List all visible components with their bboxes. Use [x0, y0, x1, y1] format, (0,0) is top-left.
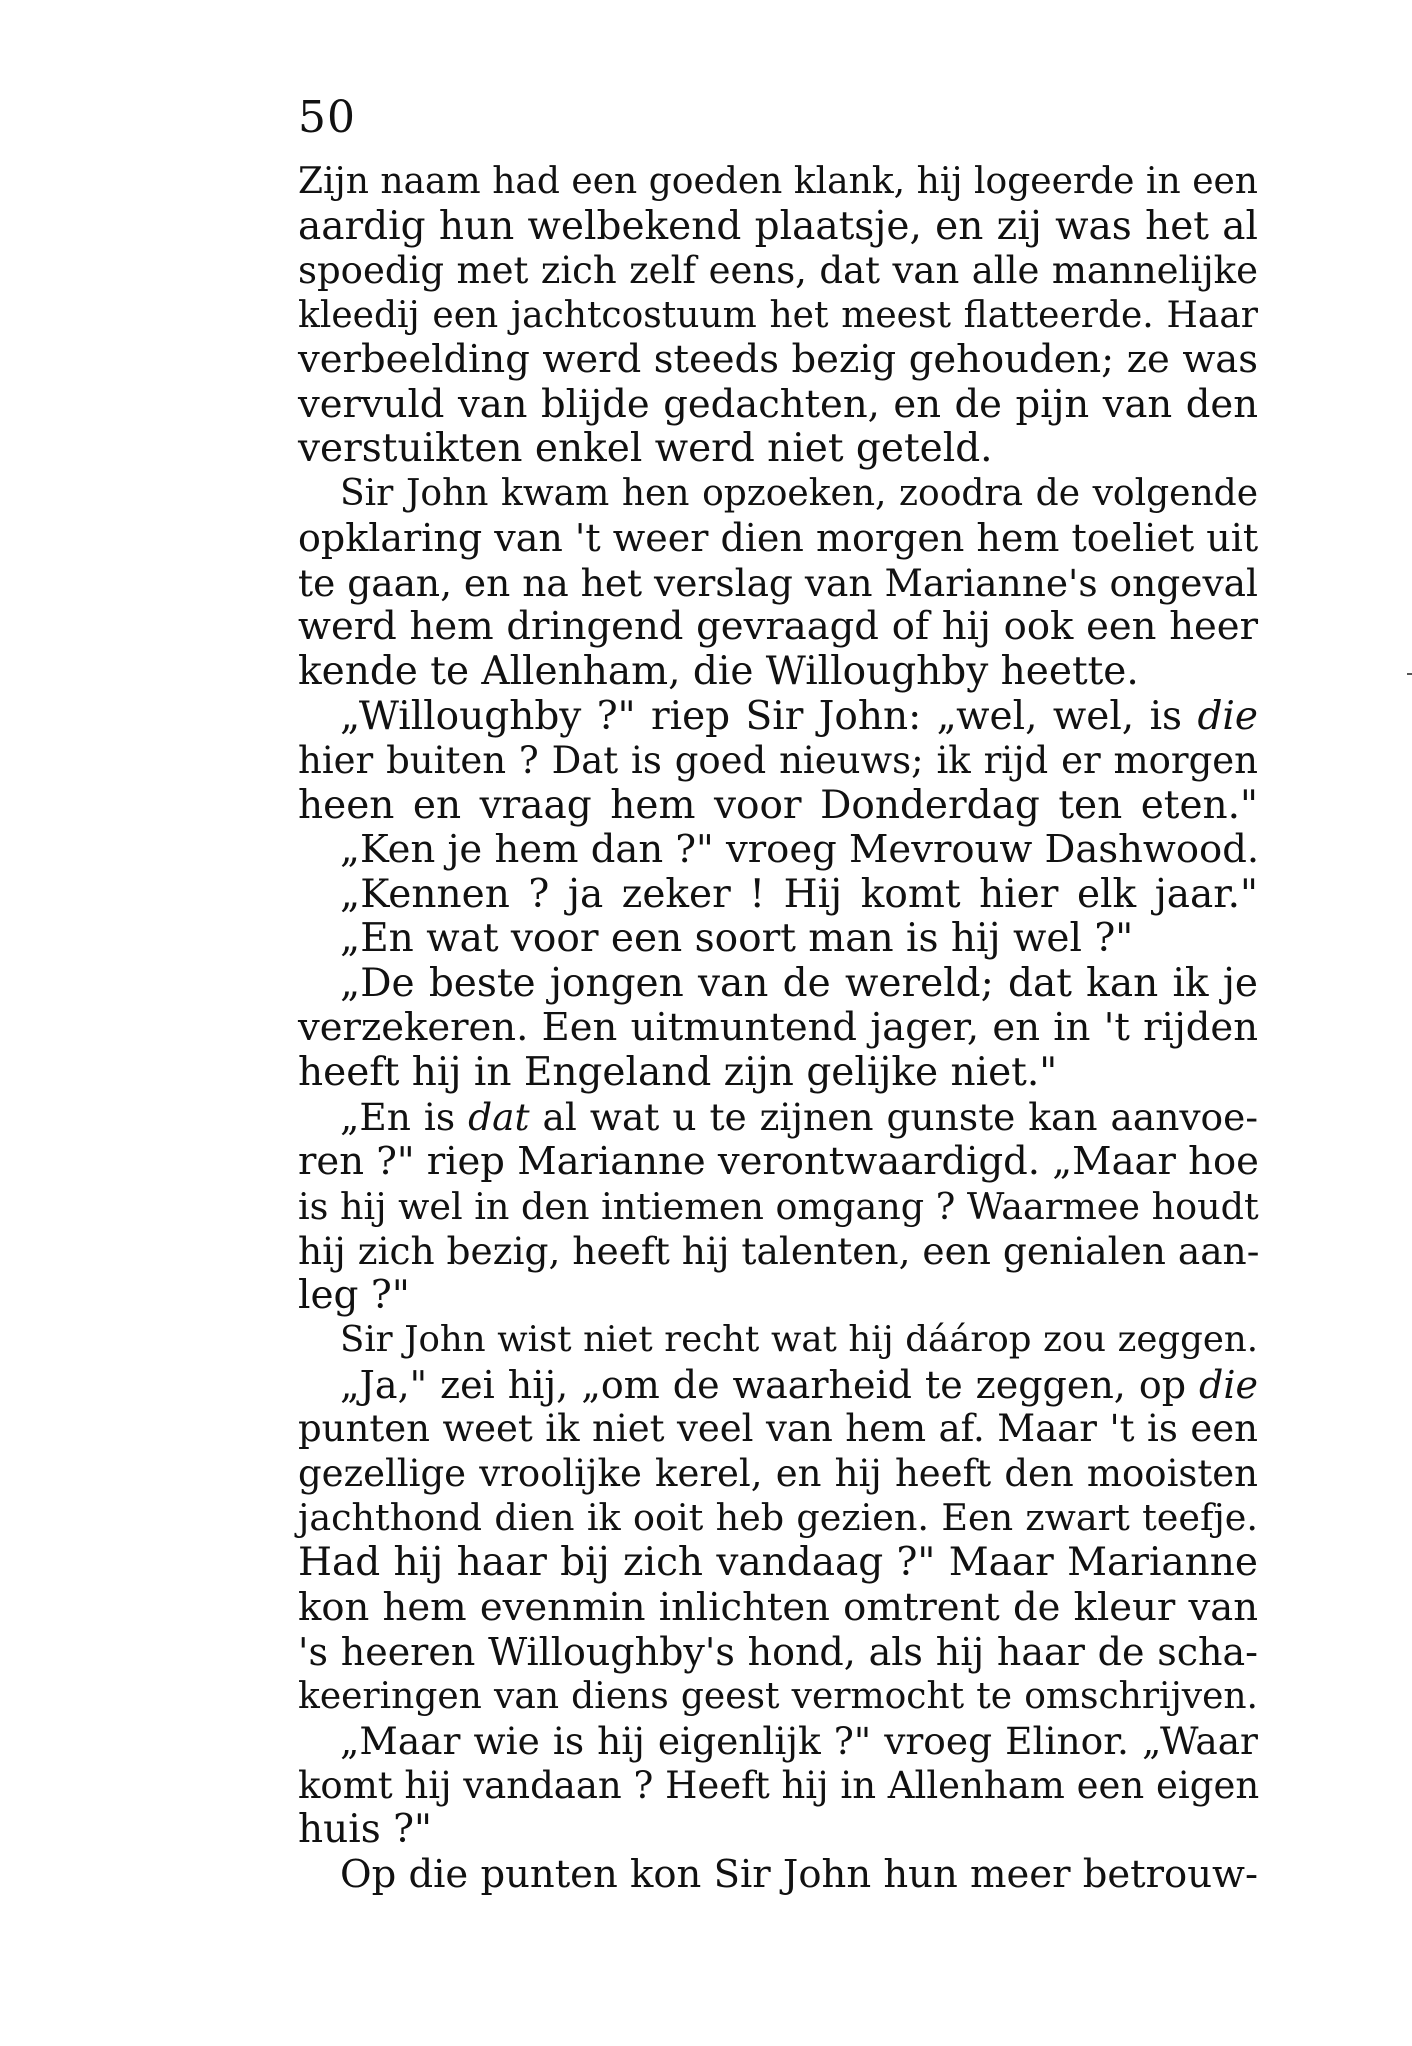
text-line [298, 1808, 1258, 1853]
line-text: keeringen van diens geest vermocht te omschrijven. [298, 1675, 1258, 1717]
emphasis-text: die [1197, 693, 1258, 739]
line-text: „De beste jongen van de wereld; dat kan ik je [340, 960, 1258, 1006]
line-text: gezellige vroolijke kerel, en hij heeft den mooisten [298, 1451, 1258, 1495]
line-text: hij zich bezig, heeft hij talenten, een genialen aan- [298, 1229, 1260, 1274]
line-text: is hij wel in den intiemen omgang ? Waarmee houdt [298, 1184, 1259, 1228]
text-line [298, 516, 1258, 561]
line-text: aardig hun welbekend plaatsje, en zij was het al [298, 203, 1258, 249]
line-text: „Ken je hem dan ?" vroeg Mevrouw Dashwood. [340, 827, 1260, 873]
line-text: 's heeren Willoughby's hond, als hij haar de scha- [298, 1630, 1258, 1675]
line-text: verstuikten enkel werd niet geteld. [298, 426, 993, 472]
text-line [298, 427, 1258, 472]
line-text: punten weet ik niet veel van hem af. Maar 't is een [298, 1407, 1258, 1451]
line-text-continued: al wat u te zijnen gunste kan aanvoe- [529, 1095, 1258, 1140]
text-line [298, 1229, 1258, 1274]
line-text: verzekeren. Een uitmuntend jager, en in 't rijden [298, 1005, 1258, 1051]
line-text: „En wat voor een soort man is hij wel ?" [340, 916, 1134, 962]
line-text: „Willoughby ?" riep Sir John: „wel, wel, is [340, 693, 1198, 739]
text-line [298, 1140, 1258, 1185]
line-text: verbeelding werd steeds bezig gehouden; ze was [298, 337, 1258, 383]
text-line [298, 338, 1258, 383]
line-text: „Maar wie is hij eigenlijk ?" vroeg Elinor. „Waar [340, 1719, 1258, 1764]
text-line [298, 1630, 1258, 1675]
text-line [298, 1051, 1258, 1096]
text-line [298, 1095, 1258, 1140]
text-line [298, 1452, 1258, 1497]
text-line [298, 383, 1258, 428]
text-line [298, 1586, 1258, 1631]
line-text: ren ?" riep Marianne verontwaardigd. „Maar hoe [298, 1139, 1259, 1185]
line-text: spoedig met zich zelf eens, dat van alle mannelijke [298, 249, 1258, 293]
line-text: Sir John kwam hen opzoeken, zoodra de volgende [340, 472, 1258, 514]
text-line [298, 1719, 1258, 1764]
line-text: opklaring van 't weer dien morgen hem toeliet uit [298, 516, 1259, 561]
line-text: hier buiten ? Dat is goed nieuws; ik rijd er morgen [298, 739, 1258, 783]
text-line [298, 1853, 1258, 1898]
line-text: Zijn naam had een goeden klank, hij logeerde in een [298, 161, 1258, 202]
text-line [298, 249, 1258, 294]
line-text: komt hij vandaan ? Heeft hij in Allenham een eigen [298, 1763, 1260, 1807]
text-line [298, 472, 1258, 517]
line-text: Sir John wist niet recht wat hij dáárop zou zeggen. [340, 1319, 1258, 1361]
line-text: heeft hij in Engeland zijn gelijke niet." [298, 1049, 1058, 1095]
line-text: Op die punten kon Sir John hun meer betrouw- [340, 1851, 1258, 1897]
line-text: „Kennen ? ja zeker ! Hij komt hier elk jaar." [340, 871, 1258, 917]
page-number: 50 [298, 92, 356, 143]
text-line [298, 962, 1258, 1007]
text-line [298, 1363, 1258, 1408]
line-text: kon hem evenmin inlichten omtrent de kleur van [298, 1584, 1258, 1630]
text-line [298, 739, 1258, 784]
line-text: werd hem dringend gevraagd of hij ook een heer [298, 604, 1258, 650]
text-line [298, 1274, 1258, 1319]
text-line [298, 828, 1258, 873]
line-text: „Ja," zei hij, „om de waarheid te zeggen, op [340, 1362, 1200, 1407]
text-line [298, 1318, 1258, 1363]
text-line [298, 1496, 1258, 1541]
line-text: leg ?" [298, 1272, 410, 1318]
line-text: kleedij een jachtcostuum het meest flatteerde. Haar [298, 294, 1258, 336]
text-line [298, 873, 1258, 918]
line-text: te gaan, en na het verslag van Marianne's ongeval [298, 560, 1258, 605]
text-line [298, 561, 1258, 606]
text-line [298, 205, 1258, 250]
text-line [298, 1185, 1258, 1230]
text-line [298, 1541, 1258, 1586]
emphasis-text: die [1199, 1362, 1258, 1407]
text-line [298, 294, 1258, 339]
text-line [298, 695, 1258, 740]
text-line [298, 1407, 1258, 1452]
line-text: heen en vraag hem voor Donderdag ten eten." [298, 782, 1258, 828]
line-text: „En is [340, 1095, 469, 1140]
margin-mark [1407, 673, 1412, 675]
emphasis-text: dat [468, 1095, 530, 1140]
text-line [298, 1006, 1258, 1051]
text-line [298, 917, 1258, 962]
body-text [298, 160, 1258, 1897]
text-line [298, 605, 1258, 650]
text-line [298, 1675, 1258, 1720]
text-line [298, 784, 1258, 829]
text-line [298, 1764, 1258, 1809]
line-text: Had hij haar bij zich vandaag ?" Maar Marianne [298, 1539, 1258, 1585]
line-text: huis ?" [298, 1807, 432, 1853]
line-text: kende te Allenham, die Willoughby heette. [298, 649, 1139, 695]
text-line [298, 650, 1258, 695]
line-text: vervuld van blijde gedachten, en de pijn van den [298, 381, 1258, 427]
line-text: jachthond dien ik ooit heb gezien. Een zwart teefje. [298, 1496, 1258, 1540]
text-line [298, 160, 1258, 205]
